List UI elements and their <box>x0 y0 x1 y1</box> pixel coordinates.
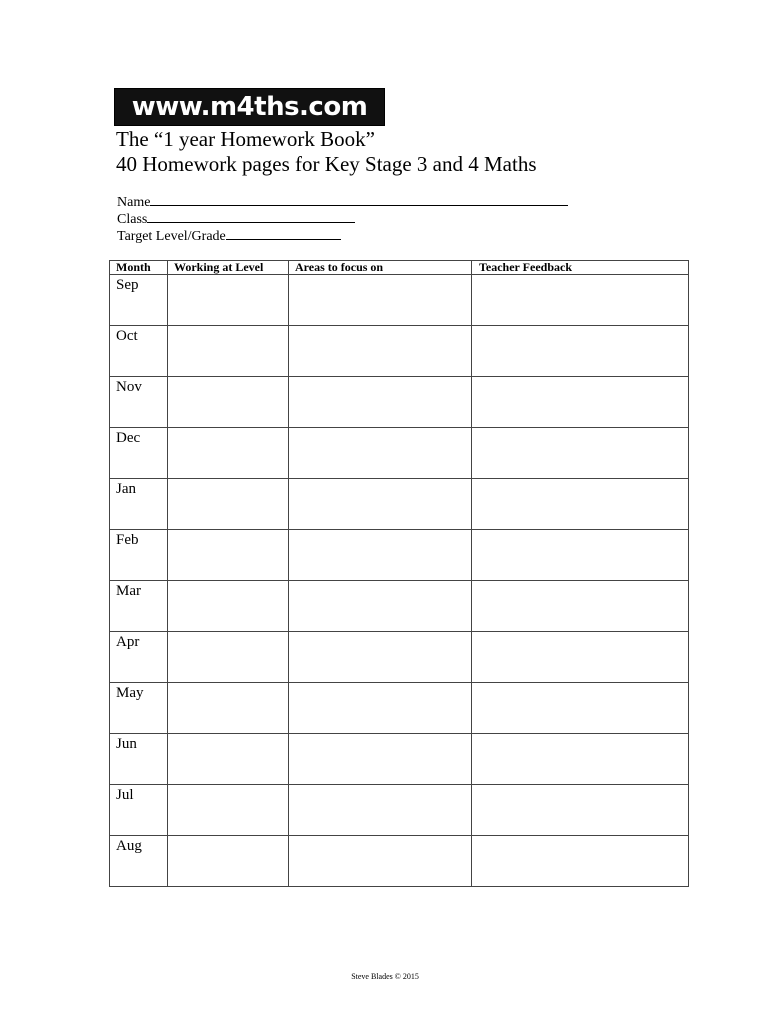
teacher-feedback-cell[interactable] <box>472 581 689 632</box>
month-cell: May <box>110 683 168 734</box>
table-row <box>110 326 689 377</box>
focus-areas-cell[interactable] <box>289 785 472 836</box>
target-blank-line[interactable] <box>226 228 341 240</box>
site-logo-text: www.m4ths.com <box>131 92 368 122</box>
document-subtitle: 40 Homework pages for Key Stage 3 and 4 Maths <box>116 152 537 176</box>
focus-areas-cell[interactable] <box>289 326 472 377</box>
month-cell: Aug <box>110 836 168 887</box>
focus-areas-cell[interactable] <box>289 683 472 734</box>
working-level-cell[interactable] <box>168 377 289 428</box>
teacher-feedback-cell[interactable] <box>472 377 689 428</box>
month-cell: Oct <box>110 326 168 377</box>
focus-areas-cell[interactable] <box>289 275 472 326</box>
month-cell: Jun <box>110 734 168 785</box>
name-field[interactable] <box>117 194 568 211</box>
working-level-cell[interactable] <box>168 581 289 632</box>
teacher-feedback-cell[interactable] <box>472 530 689 581</box>
month-cell: Mar <box>110 581 168 632</box>
teacher-feedback-cell[interactable] <box>472 632 689 683</box>
month-cell: Apr <box>110 632 168 683</box>
table-row <box>110 836 689 887</box>
month-cell: Sep <box>110 275 168 326</box>
class-blank-line[interactable] <box>147 211 355 223</box>
header-month: Month <box>110 261 168 275</box>
working-level-cell[interactable] <box>168 479 289 530</box>
table-header-row <box>110 261 689 275</box>
month-cell: Nov <box>110 377 168 428</box>
month-cell: Jul <box>110 785 168 836</box>
header-teacher-feedback: Teacher Feedback <box>472 261 689 275</box>
teacher-feedback-cell[interactable] <box>472 734 689 785</box>
month-cell: Dec <box>110 428 168 479</box>
class-field[interactable] <box>117 211 355 228</box>
focus-areas-cell[interactable] <box>289 377 472 428</box>
working-level-cell[interactable] <box>168 275 289 326</box>
teacher-feedback-cell[interactable] <box>472 275 689 326</box>
working-level-cell[interactable] <box>168 428 289 479</box>
class-label: Class <box>117 212 148 227</box>
teacher-feedback-cell[interactable] <box>472 683 689 734</box>
document-title: The “1 year Homework Book” <box>116 127 375 151</box>
working-level-cell[interactable] <box>168 632 289 683</box>
header-areas-to-focus: Areas to focus on <box>289 261 472 275</box>
focus-areas-cell[interactable] <box>289 428 472 479</box>
working-level-cell[interactable] <box>168 530 289 581</box>
focus-areas-cell[interactable] <box>289 734 472 785</box>
table-row <box>110 632 689 683</box>
table-row <box>110 683 689 734</box>
working-level-cell[interactable] <box>168 836 289 887</box>
table-row <box>110 479 689 530</box>
homework-log-table <box>109 260 689 887</box>
table-row <box>110 785 689 836</box>
working-level-cell[interactable] <box>168 734 289 785</box>
teacher-feedback-cell[interactable] <box>472 326 689 377</box>
working-level-cell[interactable] <box>168 683 289 734</box>
site-logo <box>114 88 385 126</box>
teacher-feedback-cell[interactable] <box>472 785 689 836</box>
working-level-cell[interactable] <box>168 326 289 377</box>
working-level-cell[interactable] <box>168 785 289 836</box>
month-cell: Jan <box>110 479 168 530</box>
table-row <box>110 428 689 479</box>
name-label: Name <box>117 195 151 210</box>
header-working-at-level: Working at Level <box>168 261 289 275</box>
month-cell: Feb <box>110 530 168 581</box>
table-row <box>110 734 689 785</box>
name-blank-line[interactable] <box>150 194 568 206</box>
teacher-feedback-cell[interactable] <box>472 479 689 530</box>
focus-areas-cell[interactable] <box>289 581 472 632</box>
focus-areas-cell[interactable] <box>289 479 472 530</box>
table-row <box>110 581 689 632</box>
target-label: Target Level/Grade <box>117 229 226 244</box>
focus-areas-cell[interactable] <box>289 836 472 887</box>
target-field[interactable] <box>117 228 341 245</box>
focus-areas-cell[interactable] <box>289 632 472 683</box>
focus-areas-cell[interactable] <box>289 530 472 581</box>
table-row <box>110 530 689 581</box>
footer-credit: Steve Blades © 2015 <box>351 972 419 981</box>
teacher-feedback-cell[interactable] <box>472 428 689 479</box>
table-row <box>110 377 689 428</box>
table-row <box>110 275 689 326</box>
teacher-feedback-cell[interactable] <box>472 836 689 887</box>
